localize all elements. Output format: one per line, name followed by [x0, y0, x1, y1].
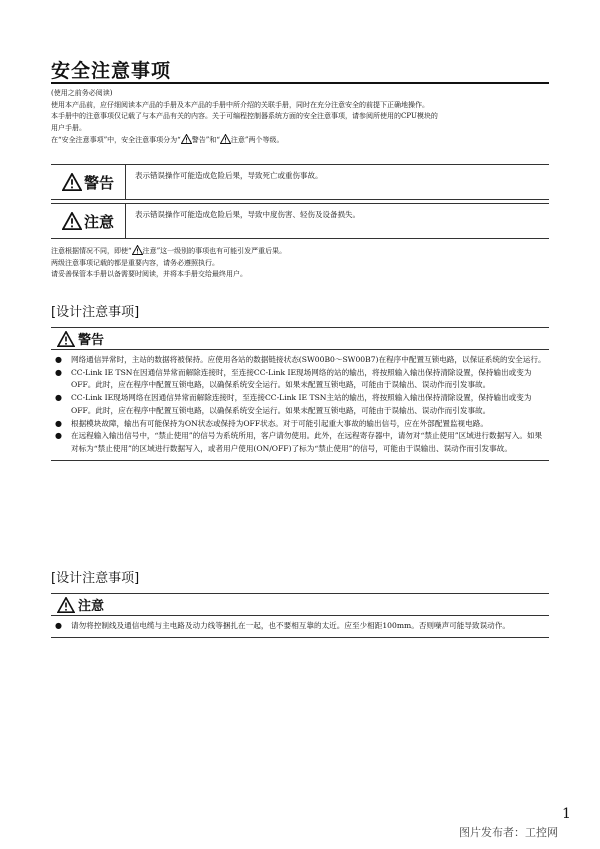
item-text: CC-Link IE TSN在因通信异常而解除连接时，至连接CC-Link IE现场网络的站的输出，将按照输入输出保持清除设置，保持输出或变为OFF。此时，应在程序中配置互锁电路，以确保系统安全运行。如果未配置互锁电路，可能由于误输出、误动作而引发事故。 — [71, 367, 532, 390]
intro-line: 本手册中的注意事项仅记载了与本产品有关的内容。关于可编程控制器系统方面的安全注意事项，请参阅所使用的CPU模块的 — [51, 112, 438, 120]
watermark: 图片发布者：工控网 — [459, 826, 558, 839]
list-item — [51, 367, 549, 392]
caution-triangle-icon — [132, 245, 143, 255]
intro-text — [51, 88, 551, 147]
caution-triangle-icon — [220, 134, 231, 144]
note-suffix: ”这一级别的事项也有可能引发严重后果。 — [156, 247, 287, 255]
item-text: 根据模块故障，输出有可能保持为ON状态或保持为OFF状态。对于可能引起重大事故的输出信号，应在外部配置监视电路。 — [71, 418, 488, 428]
intro-line: 用户手册。 — [51, 123, 86, 132]
warning-label: 警告 — [83, 173, 114, 192]
bullet-icon: ● — [55, 355, 62, 364]
warning-description: 表示错误操作可能造成危险后果，导致死亡或重伤事故。 — [135, 171, 323, 180]
warning-signal-label — [51, 165, 126, 199]
intro-levels-line — [51, 134, 551, 147]
warning-triangle-icon — [57, 331, 75, 347]
item-text: 请勿将控制线及通信电缆与主电路及动力线等捆扎在一起，也不要相互靠的太近。应至少相距100mm。否则噪声可能导致误动作。 — [71, 621, 510, 630]
section-heading: [设计注意事项] — [51, 571, 140, 586]
intro-line: 使用本产品前，应仔细阅读本产品的手册及本产品的手册中所介绍的关联手册，同时在充分注意安全的前提下正确地操作。 — [51, 100, 429, 109]
bullet-icon: ● — [55, 418, 62, 428]
caution-description: 表示错误操作可能造成危险后果，导致中度伤害、轻伤及设备损失。 — [135, 210, 360, 219]
box-label: 注意 — [78, 599, 105, 614]
note-label: 注意 — [142, 247, 157, 255]
caution-label: 注意 — [83, 212, 114, 231]
list-item — [51, 354, 549, 367]
levels-mid: ”和“ — [205, 136, 220, 144]
box-header — [51, 594, 549, 616]
notes-text — [51, 245, 551, 281]
caution-triangle-icon — [62, 212, 82, 230]
caution-precautions-box — [51, 593, 549, 638]
caution-triangle-icon — [57, 597, 75, 613]
list-item — [51, 620, 549, 633]
item-text: 在远程输入输出信号中，“禁止使用”的信号为系统所用，客户请勿使用。此外，在远程寄存器中，请勿对“禁止使用”区域进行数据写入。如果对标为“禁止使用”的区域进行数据写入，或者用户使用(ON/OFF)了标为“禁止使用”的信号，可能由于误输出、误动作而引发事故。 — [71, 431, 543, 453]
list-item — [51, 418, 549, 431]
item-text: CC-Link IE现场网络在因通信异常而解除连接时，至连接CC-Link IE TSN主站的输出，将按照输入输出保持清除设置，保持输出或变为OFF。此时，应在程序中配置互锁电路，以确保系统安全运行。如果未配置互锁电路，可能由于误输出、误动作而引发事故。 — [71, 393, 532, 415]
list-item — [51, 392, 549, 417]
note-prefix: 注意根据情况不同，即使“ — [51, 247, 132, 255]
page-number: 1 — [562, 806, 571, 822]
note-line: 请妥善保管本手册以备需要时阅读，并将本手册交给最终用户。 — [51, 270, 247, 278]
precaution-list — [51, 354, 549, 456]
list-item — [51, 430, 549, 455]
box-label: 警告 — [78, 333, 105, 348]
note-line — [51, 245, 551, 258]
levels-prefix: 在“安全注意事项”中，安全注意事项分为“ — [51, 136, 181, 144]
warning-triangle-icon — [181, 134, 192, 144]
warning-precautions-box — [51, 327, 549, 461]
bullet-icon: ● — [55, 431, 62, 441]
precaution-list — [51, 620, 549, 633]
bullet-icon: ● — [55, 393, 62, 403]
page-title: 安全注意事项 — [51, 60, 172, 82]
intro-line: (使用之前务必阅读) — [51, 89, 113, 97]
item-text: 网络通信异常时，主站的数据将被保持。应使用各站的数据链接状态(SW00B0～SW00B7)在程序中配置互锁电路，以保证系统的安全运行。 — [71, 355, 546, 364]
caution-signal-label — [51, 204, 126, 238]
caution-signal-box — [51, 203, 549, 239]
box-header — [51, 328, 549, 350]
note-line: 两级注意事项记载的都是重要内容，请务必遵照执行。 — [51, 258, 219, 267]
bullet-icon: ● — [55, 621, 62, 630]
bullet-icon: ● — [55, 367, 62, 377]
levels-suffix: ”两个等级。 — [244, 136, 284, 144]
levels-caution: 注意 — [230, 136, 245, 144]
warning-triangle-icon — [62, 173, 82, 191]
levels-warning: 警告 — [191, 136, 206, 144]
title-underline — [51, 82, 549, 84]
warning-signal-box — [51, 164, 549, 200]
section-heading: [设计注意事项] — [51, 305, 140, 320]
